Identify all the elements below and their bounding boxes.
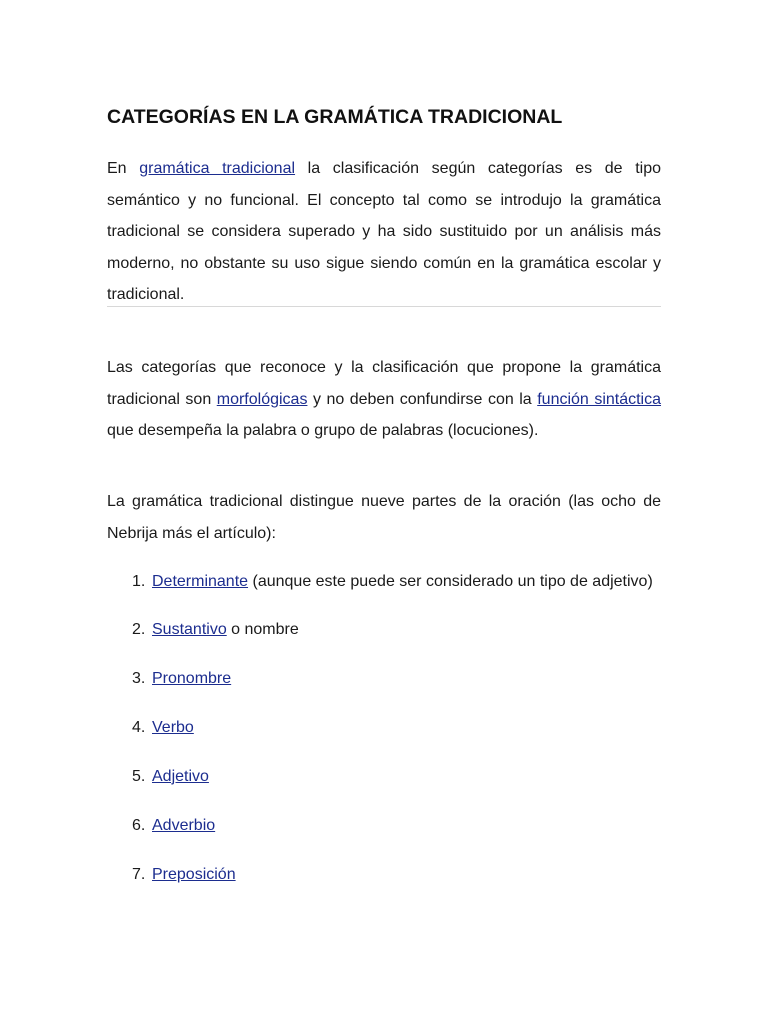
list-item xyxy=(107,859,661,891)
link-adverbio[interactable]: Adverbio xyxy=(152,816,216,834)
intro-paragraph xyxy=(107,153,661,311)
link-adjetivo[interactable]: Adjetivo xyxy=(152,767,209,785)
horizontal-divider xyxy=(107,306,661,307)
list-item xyxy=(107,810,661,842)
list-item xyxy=(107,566,661,598)
list-number: 3. xyxy=(132,669,146,687)
categories-part3: que desempeña la palabra o grupo de palabras (locuciones). xyxy=(107,422,539,439)
link-preposicion[interactable]: Preposición xyxy=(152,865,236,883)
link-gramatica-tradicional[interactable]: gramática tradicional xyxy=(139,160,296,177)
link-morfologicas[interactable]: morfológicas xyxy=(216,390,308,408)
link-pronombre[interactable]: Pronombre xyxy=(152,669,232,687)
list-item-text: (aunque este puede ser considerado un tipo de adjetivo) xyxy=(248,573,653,590)
categories-part2: y no deben confundirse con la xyxy=(307,390,538,408)
link-determinante[interactable]: Determinante xyxy=(152,573,249,590)
link-verbo[interactable]: Verbo xyxy=(152,718,194,736)
list-number: 2. xyxy=(132,620,146,638)
list-item xyxy=(107,663,661,695)
link-sustantivo[interactable]: Sustantivo xyxy=(152,620,227,638)
parts-of-speech-list xyxy=(107,566,661,908)
intro-prefix: En xyxy=(107,160,140,177)
list-number: 5. xyxy=(132,767,146,785)
list-number: 1. xyxy=(132,573,146,590)
categories-part1: Las categorías que reconoce y la clasificación que propone la gramática tradicional son xyxy=(107,359,661,408)
page-title: CATEGORÍAS EN LA GRAMÁTICA TRADICIONAL xyxy=(107,106,563,128)
parts-of-speech-intro: La gramática tradicional distingue nueve partes de la oración (las ocho de Nebrija más el artículo): xyxy=(107,493,661,542)
list-item xyxy=(107,712,661,744)
list-item xyxy=(107,761,661,793)
categories-paragraph xyxy=(107,352,661,447)
intro-rest: la clasificación según categorías es de tipo semántico y no funcional. El concepto tal como se introdujo la gramática tradicional se considera superado y ha sido sustituido por un análisis más moderno, no obstante su uso sigue siendo común en la gramática escolar y tradicional. xyxy=(107,160,662,303)
list-item-text: o nombre xyxy=(226,620,299,638)
link-funcion-sintactica[interactable]: función sintáctica xyxy=(537,390,662,408)
list-number: 7. xyxy=(132,865,146,883)
list-number: 4. xyxy=(132,718,146,736)
list-number: 6. xyxy=(132,816,146,834)
list-item xyxy=(107,614,661,646)
